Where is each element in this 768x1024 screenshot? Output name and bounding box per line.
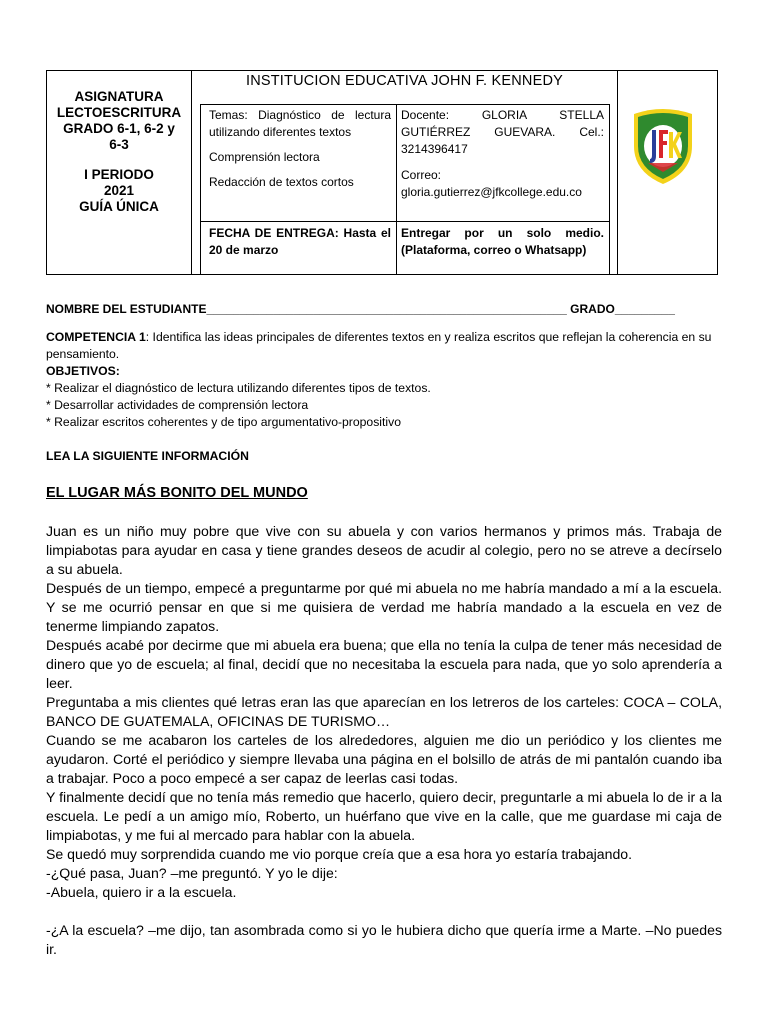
asignatura-block: [47, 89, 191, 153]
info-cell: [192, 71, 618, 274]
story-paragraph: Preguntaba a mis clientes qué letras eran las que aparecían en los letreros de los carteles: COCA – COLA, BANCO DE GUATEMALA, OFICINAS DE TURISMO…: [46, 694, 722, 729]
competencia-text: : Identifica las ideas principales de diferentes textos en y realiza escritos que reflejan la coherencia en su pensamiento.: [46, 330, 712, 361]
periodo-block: [47, 167, 191, 215]
blank-line: [46, 902, 722, 921]
objetivo-item: * Realizar el diagnóstico de lectura utilizando diferentes tipos de textos.: [46, 381, 431, 395]
objetivos-label: OBJETIVOS:: [46, 364, 120, 378]
story-paragraph: -Abuela, quiero ir a la escuela.: [46, 884, 237, 900]
temas-cell: [209, 107, 391, 199]
temas-text: Temas: Diagnóstico de lectura utilizando diferentes textos: [209, 108, 391, 139]
competencia: [46, 329, 722, 363]
periodo-line: GUÍA ÚNICA: [79, 199, 159, 214]
header-table: [46, 70, 718, 275]
story-body: [46, 522, 722, 959]
correo-label: Correo:: [401, 168, 442, 182]
objetivo-item: * Desarrollar actividades de comprensión lectora: [46, 398, 309, 412]
asignatura-line: 6-3: [109, 137, 129, 152]
divider: [201, 221, 609, 222]
story-paragraph: -¿Qué pasa, Juan? –me preguntó. Y yo le dije:: [46, 865, 338, 881]
docente-name: Docente: GLORIA STELLA GUTIÉRREZ GUEVARA. Cel.:: [401, 108, 604, 139]
objetivo-item: * Realizar escritos coherentes y de tipo argumentativo-propositivo: [46, 415, 401, 429]
entregar-text: Entregar por un solo medio.: [401, 226, 604, 240]
asignatura-line: ASIGNATURA: [74, 89, 164, 104]
competencia-label: COMPETENCIA 1: [46, 330, 146, 344]
student-name-line: NOMBRE DEL ESTUDIANTE______________________________________________________ GRADO_________: [46, 302, 675, 316]
story-paragraph: -¿A la escuela? –me dijo, tan asombrada como si yo le hubiera dicho que quería irme a Marte. –No puedes ir.: [46, 922, 722, 957]
periodo-line: I PERIODO: [84, 167, 154, 182]
story-paragraph: Después acabé por decirme que mi abuela era buena; que ella no tenía la culpa de tener más necesidad de dinero que yo de escuela; al final, decidí que no necesitaba la escuela para nada, que yo solo aprendería a leer.: [46, 637, 722, 691]
asignatura-line: LECTOESCRITURA: [56, 105, 182, 120]
entregar-text: (Plataforma, correo o Whatsapp): [401, 243, 587, 257]
subject-cell: [47, 71, 192, 274]
school-logo: [628, 106, 698, 186]
docente-phone: 3214396417: [401, 142, 468, 156]
objetivos: [46, 363, 722, 431]
temas-text: Comprensión lectora: [209, 150, 320, 164]
logo-cell: [618, 71, 717, 274]
story-paragraph: Después de un tiempo, empecé a preguntarme por qué mi abuela no me habría mandado a mí a la escuela. Y se me ocurrió pensar en que si me quisiera de verdad me habría mandado a la escuela en vez de tenerme limpiando zapatos.: [46, 580, 722, 634]
asignatura-line: GRADO 6-1, 6-2 y: [63, 121, 175, 136]
docente-email: gloria.gutierrez@jfkcollege.edu.co: [401, 185, 582, 199]
story-paragraph: Y finalmente decidí que no tenía más remedio que hacerlo, quiero decir, preguntarle a mi abuela lo de ir a la escuela. Le pedí a un amigo mío, Roberto, un huérfano que vive en la calle, que me guardase mi caja de limpiabotas, y me fui al mercado para hablar con la abuela.: [46, 789, 722, 843]
instruction: LEA LA SIGUIENTE INFORMACIÓN: [46, 449, 249, 463]
periodo-line: 2021: [103, 183, 135, 198]
story-paragraph: Se quedó muy sorprendida cuando me vio porque creía que a esa hora yo estaría trabajando.: [46, 846, 633, 862]
divider: [396, 105, 397, 274]
entregar-cell: [401, 225, 604, 259]
info-inner-table: [200, 104, 610, 274]
fecha-entrega: FECHA DE ENTREGA: Hasta el 20 de marzo: [209, 226, 391, 257]
story-title: EL LUGAR MÁS BONITO DEL MUNDO: [46, 485, 308, 501]
story-paragraph: Juan es un niño muy pobre que vive con su abuela y con varios hermanos y primos más. Trabaja de limpiabotas para ayudar en casa y tiene grandes deseos de acudir al colegio, pero no se atreve a decírselo a su abuela.: [46, 523, 722, 577]
story-paragraph: Cuando se me acabaron los carteles de los alrededores, alguien me dio un periódico y los clientes me ayudaron. Corté el periódico y siempre llevaba una página en el bolsillo de atrás de mi pantalón cuando iba a trabajar. Poco a poco empecé a ser capaz de leerlas casi todas.: [46, 732, 722, 786]
temas-text: Redacción de textos cortos: [209, 175, 354, 189]
institution-title: INSTITUCION EDUCATIVA JOHN F. KENNEDY: [245, 73, 564, 89]
docente-cell: [401, 107, 604, 201]
